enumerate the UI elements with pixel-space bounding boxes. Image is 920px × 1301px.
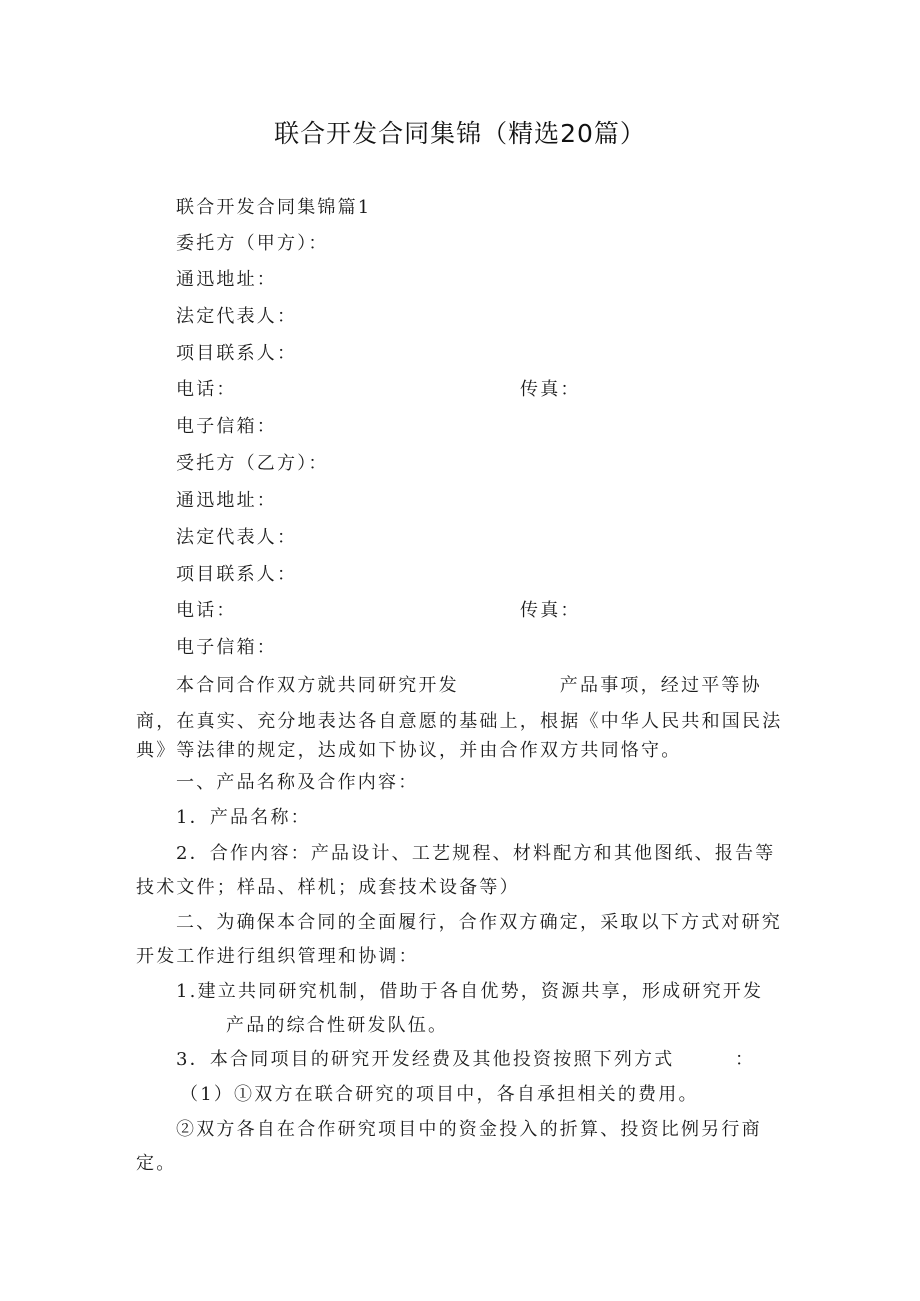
paragraph-line: 典》等法律的规定，达成如下协议，并由合作双方共同恪守。 [136, 740, 682, 761]
party-a-contact: 项目联系人： [176, 343, 298, 364]
party-b-phone: 电话： [176, 600, 237, 621]
paragraph-line: 本合同合作双方就共同研究开发 产品事项，经过平等协 [176, 675, 762, 696]
party-b-address: 通迅地址： [176, 490, 277, 511]
clause-subitem-continued: 定。 [136, 1153, 177, 1174]
document-title: 联合开发合同集锦（精选20篇） [274, 119, 646, 148]
clause-item-continued: 技术文件；样品、样机；成套技术设备等） [136, 877, 520, 898]
party-a-phone: 电话： [176, 379, 237, 400]
clause-item: 1.建立共同研究机制，借助于各自优势，资源共享，形成研究开发 [176, 981, 764, 1002]
clause-subitem: （1）①双方在联合研究的项目中，各自承担相关的费用。 [180, 1084, 699, 1105]
clause-item: 2．合作内容：产品设计、工艺规程、材料配方和其他图纸、报告等 [176, 843, 776, 864]
clause-heading: 二、为确保本合同的全面履行，合作双方确定，采取以下方式对研究 [176, 912, 782, 933]
party-b-contact: 项目联系人： [176, 564, 298, 585]
party-b-email: 电子信箱： [176, 637, 277, 658]
clause-heading: 一、产品名称及合作内容： [176, 772, 419, 793]
party-a-legal-rep: 法定代表人： [176, 306, 298, 327]
paragraph-line: 商，在真实、充分地表达各自意愿的基础上，根据《中华人民共和国民法 [136, 711, 783, 732]
party-b-legal-rep: 法定代表人： [176, 527, 298, 548]
party-a-address: 通迅地址： [176, 269, 277, 290]
section-heading: 联合开发合同集锦篇1 [176, 197, 372, 218]
clause-item: 3．本合同项目的研究开发经费及其他投资按照下列方式 ： [176, 1049, 756, 1070]
clause-item: 1．产品名称： [176, 807, 311, 828]
clause-heading-continued: 开发工作进行组织管理和协调： [136, 946, 419, 967]
clause-subitem: ②双方各自在合作研究项目中的资金投入的折算、投资比例另行商 [176, 1119, 762, 1140]
clause-item-continued: 产品的综合性研发队伍。 [226, 1015, 449, 1036]
party-b-label: 受托方（乙方）： [176, 453, 329, 474]
party-b-fax: 传真： [520, 600, 581, 621]
party-a-fax: 传真： [520, 379, 581, 400]
party-a-email: 电子信箱： [176, 416, 277, 437]
party-a-label: 委托方（甲方）： [176, 233, 329, 254]
